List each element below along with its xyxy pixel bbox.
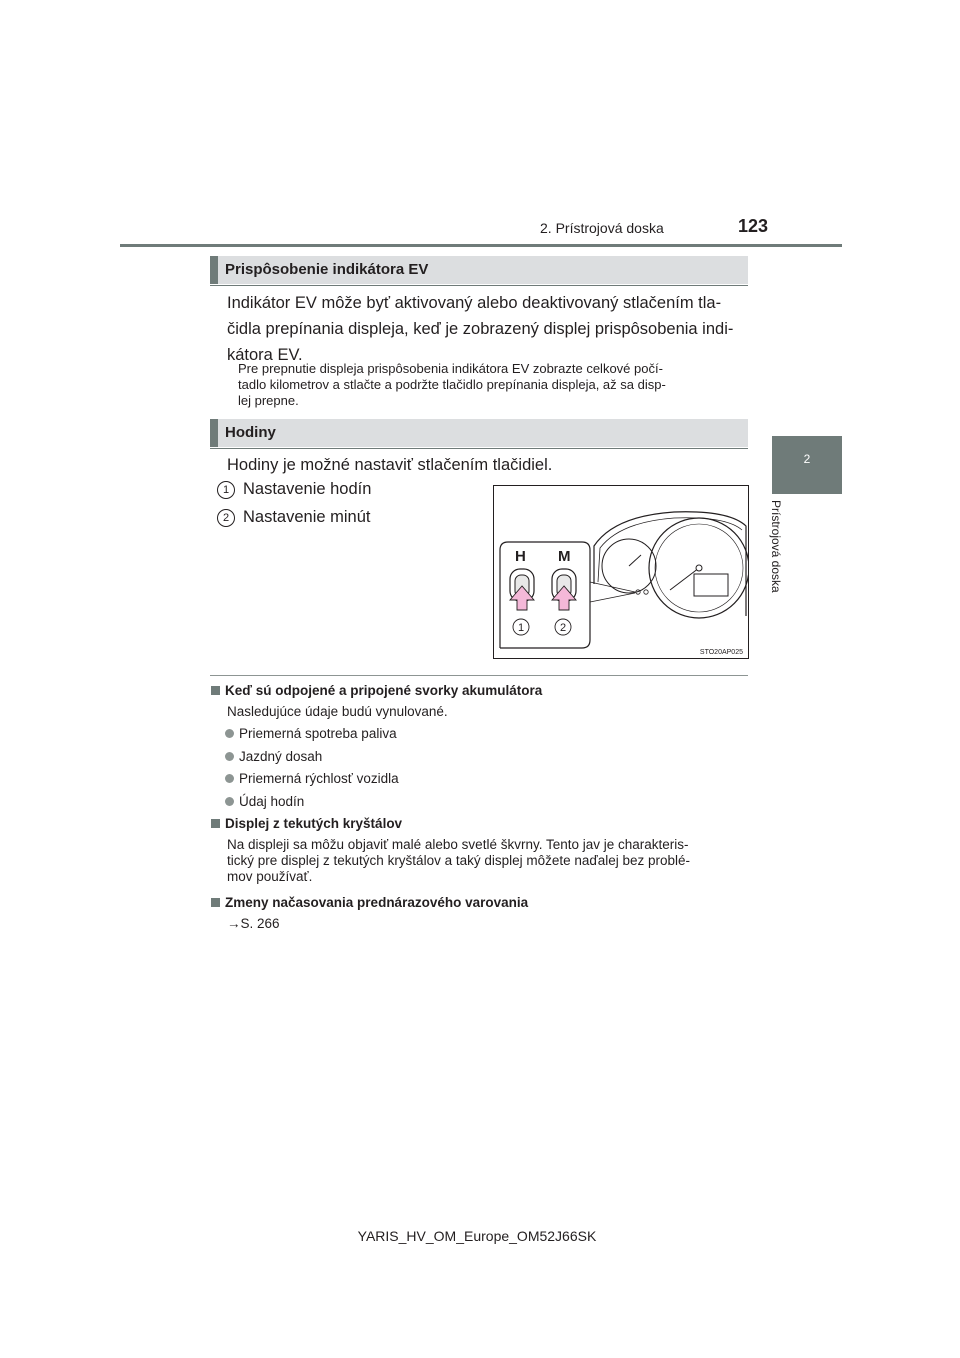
cluster-button-m [644, 590, 648, 594]
text-line: tický pre displej z tekutých kryštálov a taký displej môžete naďalej bez problé- [227, 853, 691, 868]
page-number: 123 [738, 216, 769, 236]
list-item [225, 749, 322, 764]
page-reference[interactable] [227, 916, 747, 932]
cluster-svg [494, 486, 748, 658]
clock-intro: Hodiny je možné nastaviť stlačením tlačidiel. [227, 456, 553, 474]
notes-rule [210, 675, 748, 676]
section-rule [210, 448, 748, 449]
note-text [227, 837, 747, 885]
text-line: Na displeji sa môžu objaviť malé alebo svetlé škvrny. Tento jav je charakteris- [227, 837, 689, 852]
callout-leader-bottom [590, 593, 635, 602]
round-bullet-icon [225, 729, 234, 738]
text-line: Indikátor EV môže byť aktivovaný alebo deaktivovaný stlačením tla- [227, 294, 722, 312]
section-heading-ev [210, 256, 748, 284]
ev-body-text [227, 290, 747, 368]
instrument-cluster-illustration [493, 485, 749, 659]
callout-2-label: 2 [559, 622, 567, 634]
callout-number: 2 [217, 509, 235, 527]
minute-button-label: M [558, 548, 571, 565]
callout-1-label: 1 [517, 622, 525, 634]
ev-note-text [238, 361, 747, 409]
bullet-text: Priemerná spotreba paliva [239, 726, 397, 741]
list-item [225, 794, 304, 809]
bullet-text: Jazdný dosah [239, 749, 323, 764]
square-bullet-icon [211, 819, 220, 828]
note-title: Keď sú odpojené a pripojené svorky akumulátora [225, 683, 543, 698]
figure-code: STO20AP025 [699, 649, 743, 656]
callout-leader-top [590, 582, 635, 592]
chapter-tab [772, 436, 842, 494]
list-item [217, 508, 370, 527]
list-item-label: Nastavenie hodín [243, 480, 372, 498]
section-heading-clock [210, 419, 748, 447]
note-heading-battery [211, 683, 542, 698]
hour-button-label: H [515, 548, 526, 565]
multi-info-display [694, 574, 728, 596]
text-line: lej prepne. [238, 393, 299, 408]
note-title: Displej z tekutých kryštálov [225, 816, 403, 831]
callout-box-bottom [500, 596, 590, 648]
note-title: Zmeny načasovania prednárazového varovania [225, 895, 529, 910]
left-gauge-needle [629, 555, 641, 566]
chapter-number: 2 [803, 452, 811, 466]
callout-number: 1 [217, 481, 235, 499]
round-bullet-icon [225, 774, 234, 783]
square-bullet-icon [211, 898, 220, 907]
note-heading-precrash [211, 895, 528, 910]
round-bullet-icon [225, 752, 234, 761]
text-line: Pre prepnutie displeja prispôsobenia indikátora EV zobrazte celkové počí- [238, 361, 663, 376]
section-title: Hodiny [225, 424, 276, 441]
speedometer-hub [696, 565, 702, 571]
chapter-side-label [769, 500, 808, 630]
chapter-label: Prístrojová doska [769, 500, 783, 593]
text-line: kátora EV. [227, 346, 303, 364]
note-text: Nasledujúce údaje budú vynulované. [227, 704, 448, 719]
section-rule [210, 285, 748, 286]
list-item [225, 771, 399, 786]
note-heading-lcd [211, 816, 402, 831]
bullet-text: Údaj hodín [239, 794, 305, 809]
bullet-text: Priemerná rýchlosť vozidla [239, 771, 399, 786]
page-reference-text[interactable]: S. 266 [240, 916, 280, 931]
round-bullet-icon [225, 797, 234, 806]
list-item-label: Nastavenie minút [243, 508, 371, 526]
footer-doc-id: YARIS_HV_OM_Europe_OM52J66SK [357, 1228, 597, 1244]
list-item [225, 726, 397, 741]
square-bullet-icon [211, 686, 220, 695]
running-header-section: 2. Prístrojová doska [540, 220, 664, 236]
header-rule [120, 244, 842, 247]
text-line: mov používať. [227, 869, 313, 884]
text-line: tadlo kilometrov a stlačte a podržte tlačidlo prepínania displeja, až sa disp- [238, 377, 666, 392]
speedometer-needle [670, 568, 699, 590]
arrow-right-icon: → [227, 916, 241, 931]
list-item [217, 480, 371, 499]
text-line: čidla prepínania displeja, keď je zobrazený displej prispôsobenia indi- [227, 320, 734, 338]
section-title: Prispôsobenie indikátora EV [225, 261, 429, 278]
